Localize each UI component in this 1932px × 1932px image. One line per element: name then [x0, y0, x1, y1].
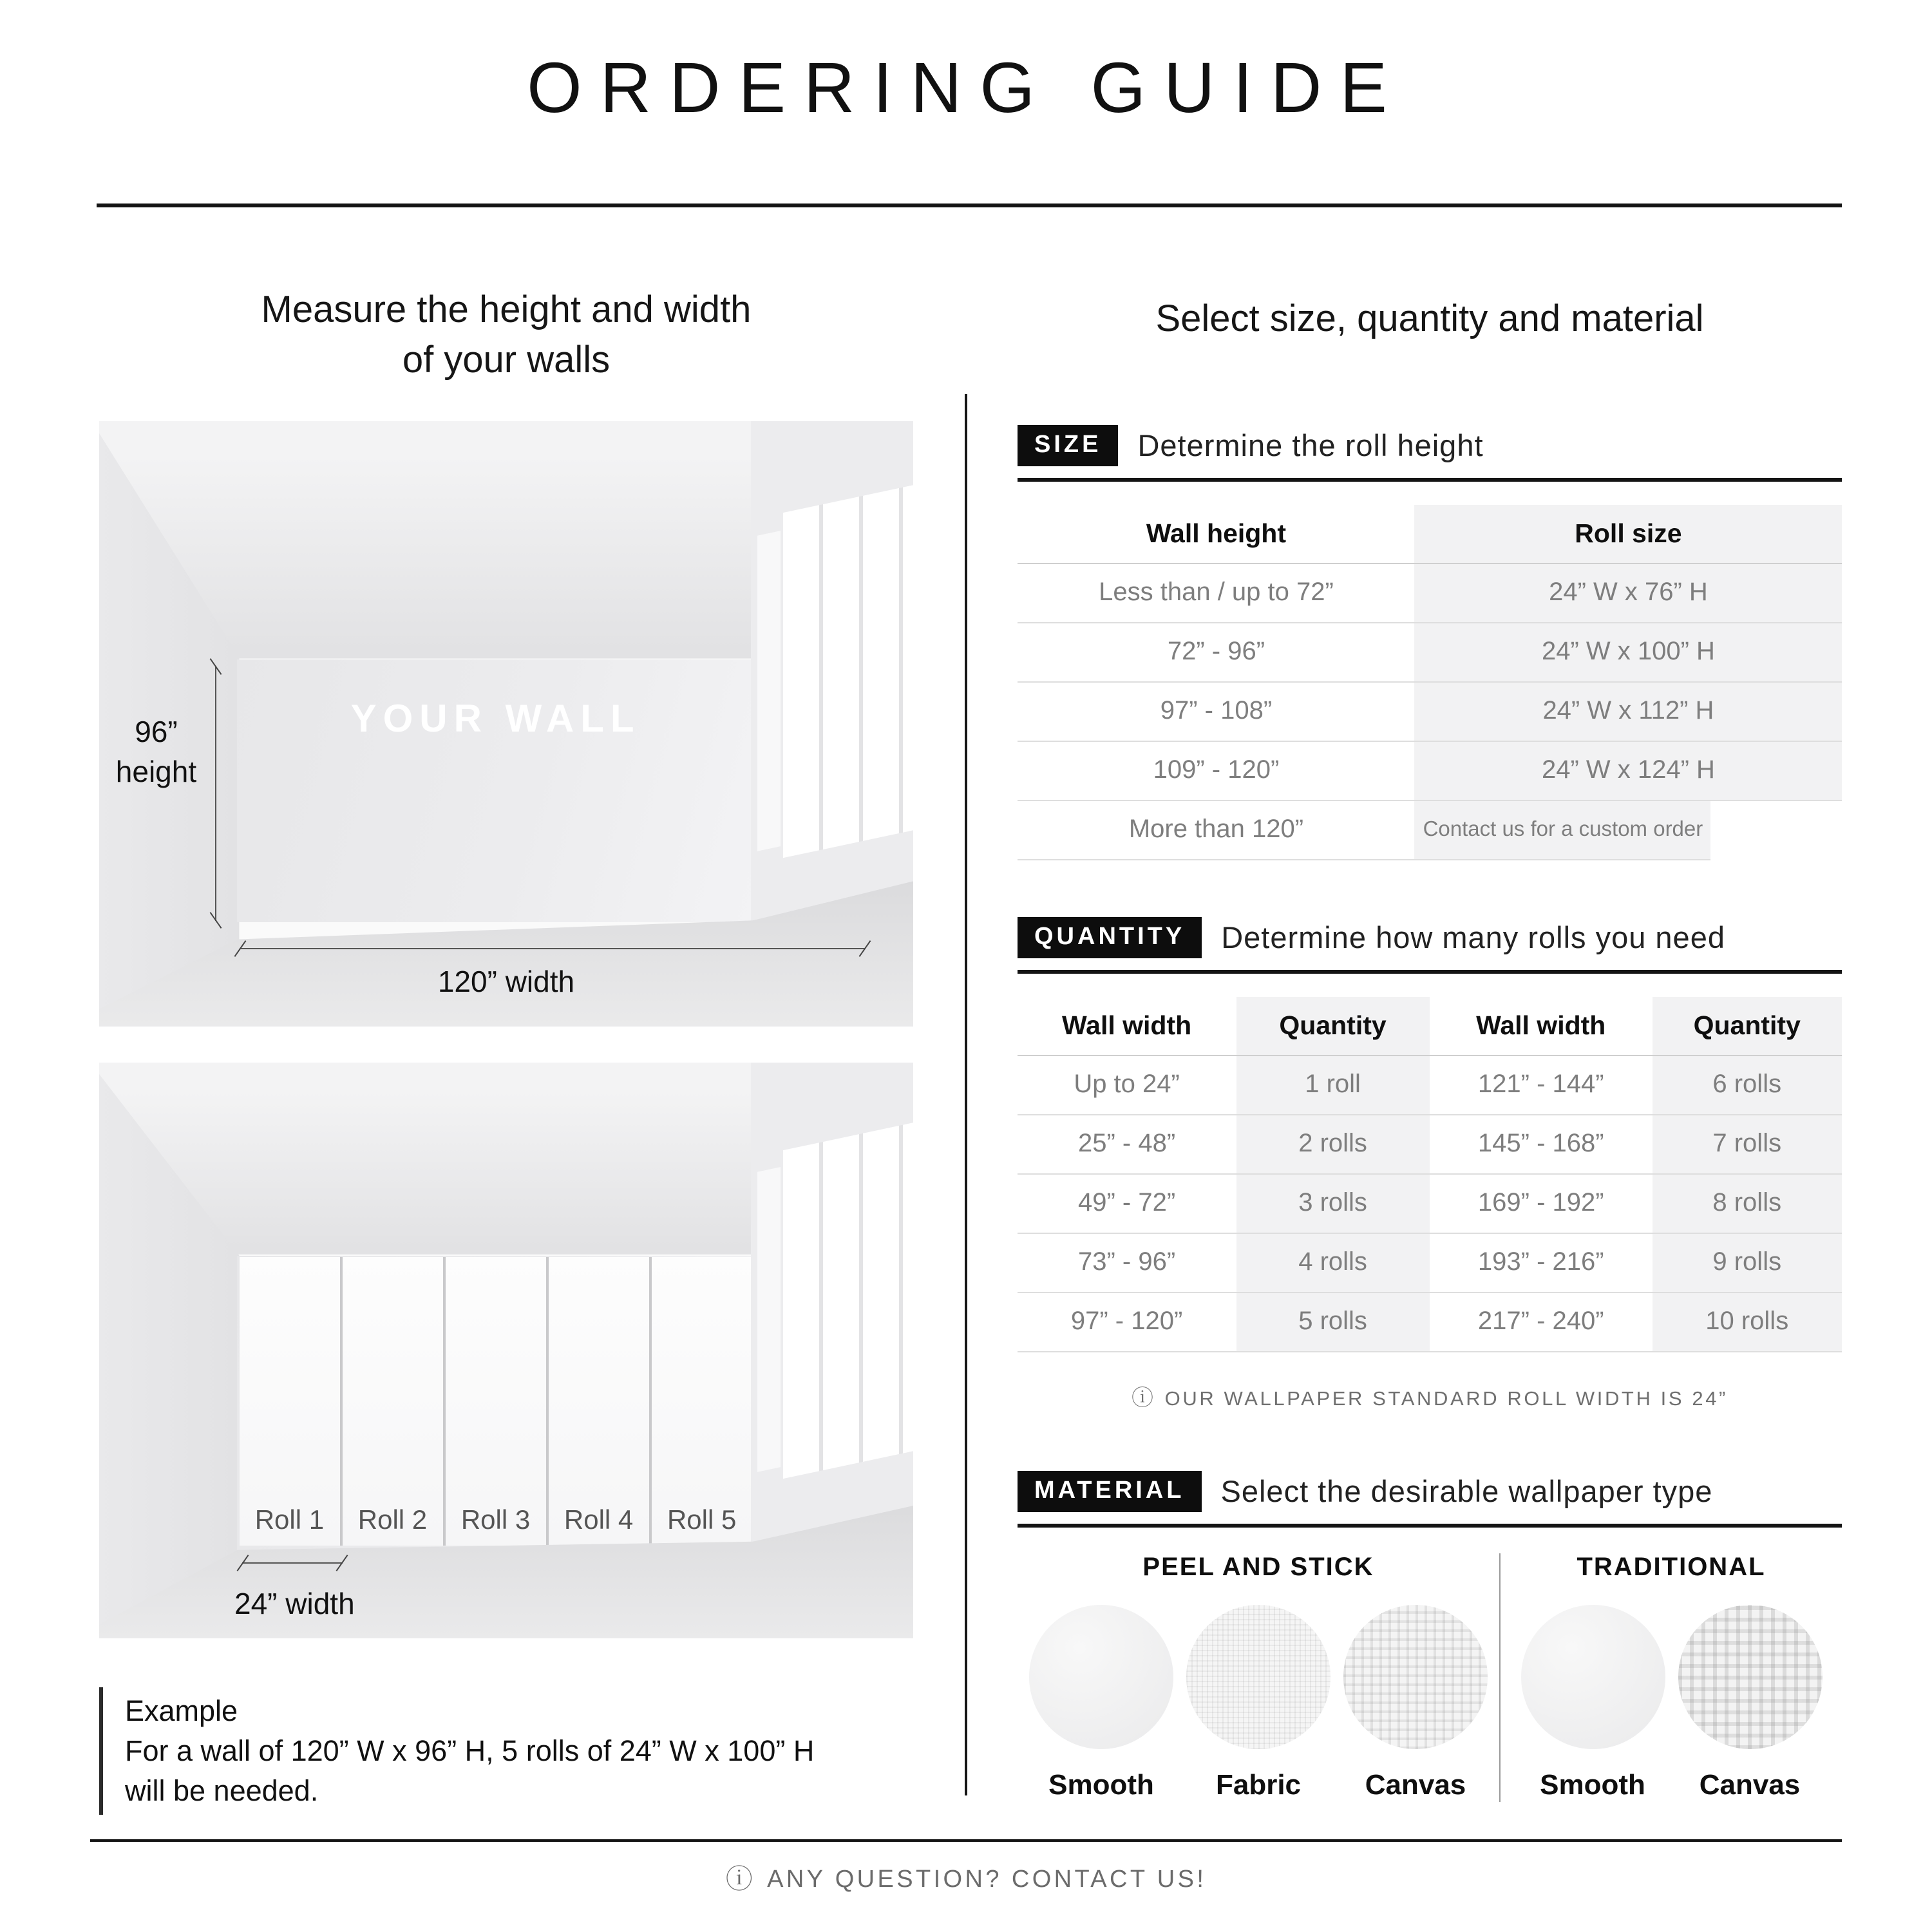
size-table: [1018, 505, 1842, 860]
quantity-cell: 9 rolls: [1653, 1234, 1842, 1293]
wall-width-cell: 25” - 48”: [1018, 1115, 1236, 1175]
roll-panel: [446, 1257, 546, 1545]
quantity-cell: 8 rolls: [1653, 1175, 1842, 1234]
roll-width-note-text: OUR WALLPAPER STANDARD ROLL WIDTH IS 24”: [1164, 1388, 1728, 1410]
material-groups: [1018, 1553, 1842, 1802]
table-row: [1018, 801, 1842, 860]
quantity-badge: QUANTITY: [1018, 917, 1202, 958]
canvas-texture-icon: [1343, 1605, 1488, 1749]
quantity-section: [1018, 917, 1842, 1412]
wall-width-cell: 193” - 216”: [1430, 1234, 1653, 1293]
size-table-header-row: [1018, 505, 1842, 564]
material-section-title: Select the desirable wallpaper type: [1220, 1474, 1713, 1508]
quantity-cell: 10 rolls: [1653, 1293, 1842, 1352]
room-window: [750, 421, 913, 930]
wall-height-cell: More than 120”: [1018, 801, 1415, 860]
quantity-table: [1018, 997, 1842, 1352]
width-dimension-line: [239, 948, 866, 949]
roll-label: Roll 5: [667, 1505, 737, 1535]
wall-width-cell: 97” - 120”: [1018, 1293, 1236, 1352]
peel-and-stick-group: [1018, 1553, 1499, 1802]
wall-width-cell: Up to 24”: [1018, 1056, 1236, 1115]
qty-col-wall-width-2: Wall width: [1430, 997, 1653, 1056]
quantity-table-header-row: [1018, 997, 1842, 1056]
smooth-texture-icon: [1520, 1605, 1665, 1749]
roll-panel: [549, 1257, 649, 1545]
footer-divider: [90, 1839, 1842, 1842]
size-section-header: [1018, 425, 1842, 482]
roll-label: Roll 3: [460, 1505, 531, 1535]
example-line1: For a wall of 120” W x 96” H, 5 rolls of 24” W x 100” H: [125, 1735, 815, 1767]
roll-panel: [239, 1257, 339, 1545]
quantity-cell: 3 rolls: [1236, 1175, 1430, 1234]
height-dimension-line: [214, 667, 216, 921]
canvas-texture-icon: [1678, 1605, 1822, 1749]
swatch-label: Fabric: [1215, 1768, 1302, 1801]
traditional-swatches: [1501, 1605, 1842, 1802]
wall-width-cell: 169” - 192”: [1430, 1175, 1653, 1234]
swatch-smooth: [1520, 1605, 1665, 1802]
smooth-texture-icon: [1029, 1605, 1173, 1749]
fabric-texture-icon: [1186, 1605, 1331, 1749]
roll-size-cell: 24” W x 112” H: [1415, 683, 1842, 742]
quantity-cell: 2 rolls: [1236, 1115, 1430, 1175]
wall-width-cell: 49” - 72”: [1018, 1175, 1236, 1234]
info-icon: ⓘ: [725, 1865, 756, 1895]
width-dimension-label: 120” width: [437, 965, 575, 999]
peel-and-stick-swatches: [1018, 1605, 1499, 1802]
qty-col-wall-width-1: Wall width: [1018, 997, 1236, 1056]
room-window: [750, 1063, 913, 1546]
example-block: [99, 1687, 814, 1815]
size-col-wall-height: Wall height: [1018, 505, 1415, 564]
measure-heading-line1: Measure the height and width: [261, 290, 752, 331]
roll-size-cell: 24” W x 100” H: [1415, 623, 1842, 683]
material-section: [1018, 1471, 1842, 1802]
swatch-canvas: [1343, 1605, 1488, 1802]
example-title: Example: [125, 1695, 238, 1727]
wall-height-cell: 97” - 108”: [1018, 683, 1415, 742]
window-panes: [783, 482, 913, 858]
your-wall-label: YOUR WALL: [350, 698, 641, 741]
wall-height-cell: 72” - 96”: [1018, 623, 1415, 683]
roll-width-note: [1018, 1379, 1842, 1412]
roll-label: Roll 4: [564, 1505, 634, 1535]
page-title: ORDERING GUIDE: [527, 48, 1405, 128]
footer-contact: [0, 1859, 1932, 1897]
table-row: [1018, 1115, 1842, 1175]
room-back-wall: [238, 659, 753, 922]
swatch-canvas: [1678, 1605, 1822, 1802]
swatch-fabric: [1186, 1605, 1331, 1802]
room-illustration-measure: [99, 421, 913, 1027]
table-row: [1018, 1175, 1842, 1234]
table-row: [1018, 742, 1842, 801]
height-value: 96”: [135, 714, 178, 748]
wallpaper-rolls: [239, 1257, 752, 1545]
swatch-smooth: [1029, 1605, 1173, 1802]
qty-col-quantity-2: Quantity: [1653, 997, 1842, 1056]
info-icon: ⓘ: [1132, 1386, 1156, 1410]
wall-width-cell: 145” - 168”: [1430, 1115, 1653, 1175]
traditional-label: TRADITIONAL: [1577, 1553, 1766, 1582]
roll-panel: [652, 1257, 752, 1545]
table-row: [1018, 564, 1842, 623]
quantity-cell: 6 rolls: [1653, 1056, 1842, 1115]
wall-height-cell: Less than / up to 72”: [1018, 564, 1415, 623]
size-section-title: Determine the roll height: [1137, 428, 1484, 462]
material-section-header: [1018, 1471, 1842, 1528]
table-row: [1018, 1056, 1842, 1115]
wall-width-cell: 217” - 240”: [1430, 1293, 1653, 1352]
quantity-cell: 7 rolls: [1653, 1115, 1842, 1175]
wall-height-cell: 109” - 120”: [1018, 742, 1415, 801]
measure-heading-line2: of your walls: [402, 340, 611, 381]
size-section: [1018, 425, 1842, 860]
window-frame: [757, 1166, 779, 1471]
height-word: height: [115, 754, 197, 788]
window-frame: [757, 531, 779, 851]
roll-size-cell: 24” W x 124” H: [1415, 742, 1842, 801]
swatch-label: Canvas: [1365, 1768, 1466, 1801]
quantity-cell: 5 rolls: [1236, 1293, 1430, 1352]
size-badge: SIZE: [1018, 425, 1118, 466]
roll-size-cell: Contact us for a custom order: [1415, 801, 1711, 860]
title-divider: [97, 204, 1842, 207]
table-row: [1018, 1293, 1842, 1352]
quantity-section-header: [1018, 917, 1842, 974]
quantity-section-title: Determine how many rolls you need: [1221, 920, 1725, 954]
swatch-label: Smooth: [1048, 1768, 1154, 1801]
roll-panel: [342, 1257, 442, 1545]
column-divider: [965, 394, 967, 1795]
roll-width-dimension-label: 24” width: [234, 1586, 355, 1620]
measure-heading: [99, 286, 913, 386]
roll-width-dimension-line: [242, 1562, 342, 1564]
window-panes: [783, 1119, 913, 1479]
qty-col-quantity-1: Quantity: [1236, 997, 1430, 1056]
size-col-roll-size: Roll size: [1415, 505, 1842, 564]
swatch-label: Smooth: [1540, 1768, 1645, 1801]
table-row: [1018, 683, 1842, 742]
quantity-cell: 4 rolls: [1236, 1234, 1430, 1293]
height-dimension-label: [99, 712, 213, 791]
peel-and-stick-label: PEEL AND STICK: [1142, 1553, 1374, 1582]
wall-width-cell: 73” - 96”: [1018, 1234, 1236, 1293]
select-heading: Select size, quantity and material: [1155, 299, 1704, 340]
material-badge: MATERIAL: [1018, 1471, 1202, 1512]
traditional-group: [1499, 1553, 1842, 1802]
roll-size-cell: 24” W x 76” H: [1415, 564, 1842, 623]
right-column: [1018, 425, 1842, 1802]
roll-label: Roll 1: [254, 1505, 325, 1535]
wall-width-cell: 121” - 144”: [1430, 1056, 1653, 1115]
table-row: [1018, 623, 1842, 683]
room-illustration-rolls: [99, 1063, 913, 1638]
table-row: [1018, 1234, 1842, 1293]
example-line2: will be needed.: [125, 1775, 319, 1807]
quantity-cell: 1 roll: [1236, 1056, 1430, 1115]
footer-contact-text: ANY QUESTION? CONTACT US!: [767, 1866, 1207, 1893]
roll-label: Roll 2: [357, 1505, 428, 1535]
swatch-label: Canvas: [1699, 1768, 1801, 1801]
